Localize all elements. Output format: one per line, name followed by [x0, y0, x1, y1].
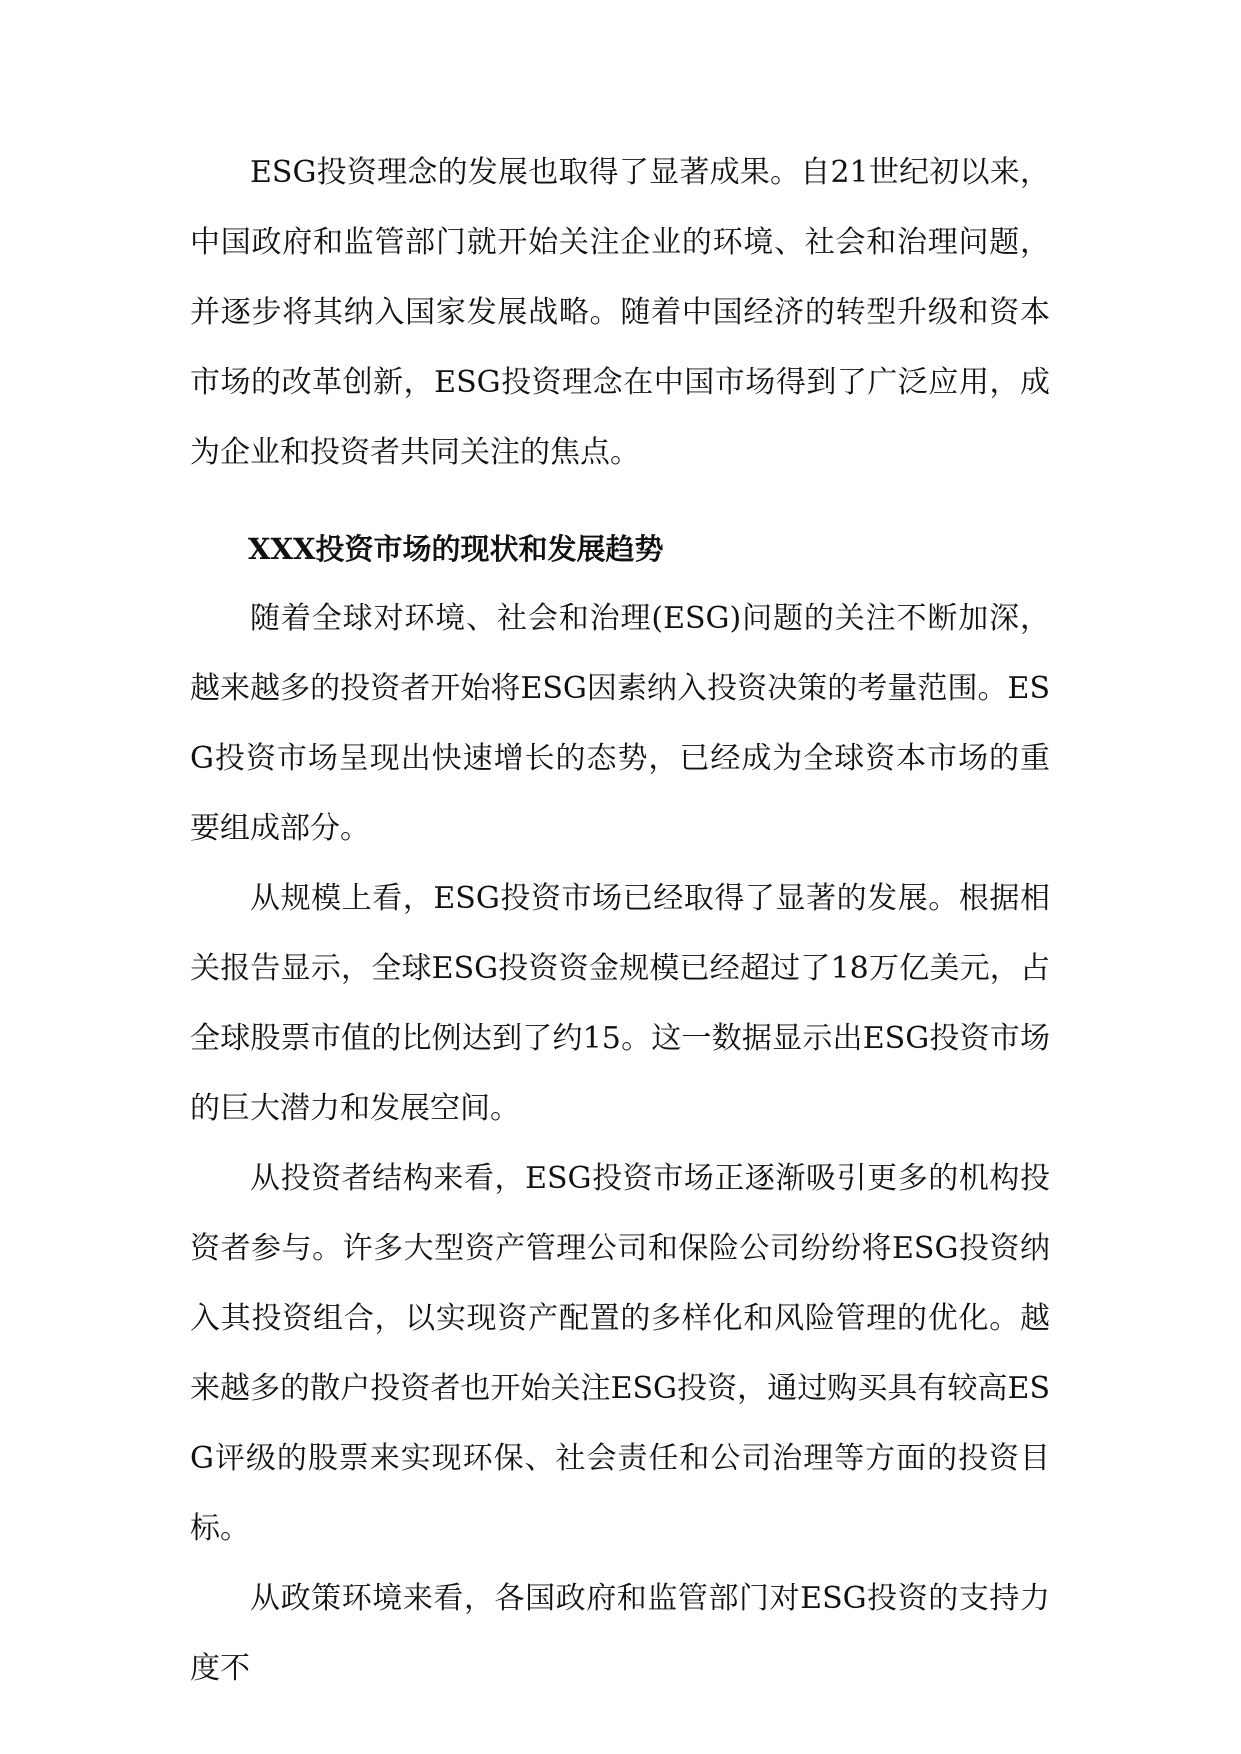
section-heading: XXX投资市场的现状和发展趋势: [248, 532, 664, 566]
body-paragraph-3: 从投资者结构来看，ESG投资市场正逐渐吸引更多的机构投资者参与。许多大型资产管理公司和保险公司纷纷将ESG投资纳入其投资组合，以实现资产配置的多样化和风险管理的优化。越来越多的散户投资者也开始关注ESG投资，通过购买具有较高ESG评级的股票来实现环保、社会责任和公司治理等方面的投资目标。: [190, 1161, 1050, 1546]
intro-paragraph: ESG投资理念的发展也取得了显著成果。自21世纪初以来，中国政府和监管部门就开始关注企业的环境、社会和治理问题，并逐步将其纳入国家发展战略。随着中国经济的转型升级和资本市场的改革创新，ESG投资理念在中国市场得到了广泛应用，成为企业和投资者共同关注的焦点。: [190, 155, 1050, 470]
body-paragraph-4: 从政策环境来看，各国政府和监管部门对ESG投资的支持力度不: [190, 1581, 1050, 1686]
document-body: [190, 138, 1050, 1704]
body-paragraph-1: 随着全球对环境、社会和治理(ESG)问题的关注不断加深，越来越多的投资者开始将ESG因素纳入投资决策的考量范围。ESG投资市场呈现出快速增长的态势，已经成为全球资本市场的重要组成部分。: [190, 601, 1050, 846]
body-paragraph-2: 从规模上看，ESG投资市场已经取得了显著的发展。根据相关报告显示，全球ESG投资资金规模已经超过了18万亿美元，占全球股票市值的比例达到了约15。这一数据显示出ESG投资市场的巨大潜力和发展空间。: [190, 881, 1050, 1126]
